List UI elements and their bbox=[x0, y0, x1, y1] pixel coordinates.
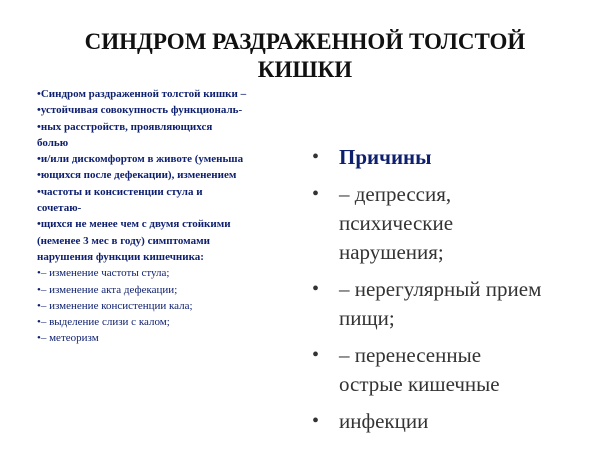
bullet-icon: • bbox=[312, 146, 320, 168]
title-line-2: КИШКИ bbox=[257, 57, 353, 82]
symptom-item: •– изменение консистенции кала; bbox=[37, 299, 193, 312]
symptom-item: •– изменение акта дефекации; bbox=[37, 283, 178, 296]
cause-item bbox=[312, 407, 602, 436]
definition-line: •щихся не менее чем с двумя стойкими bbox=[37, 218, 231, 231]
causes-heading-item bbox=[312, 143, 602, 172]
cause-line: нарушения; bbox=[339, 240, 444, 264]
definition-line: сочетаю- bbox=[37, 202, 82, 215]
symptom-item: •– выделение слизи с калом; bbox=[37, 316, 170, 329]
title-line-1: СИНДРОМ РАЗДРАЖЕННОЙ ТОЛСТОЙ bbox=[84, 29, 526, 54]
bullet-icon: • bbox=[312, 344, 320, 366]
bullet-icon: • bbox=[312, 278, 320, 300]
definition-line: болью bbox=[37, 136, 69, 149]
cause-line: острые кишечные bbox=[339, 372, 500, 396]
definition-line: •ющихся после дефекации), изменением bbox=[37, 169, 237, 182]
definition-line: •Синдром раздраженной толстой кишки – bbox=[37, 88, 247, 100]
definition-line: •и/или дискомфортом в животе (уменьша bbox=[37, 153, 244, 166]
symptom-item: •– метеоризм bbox=[37, 332, 99, 345]
cause-item bbox=[312, 180, 602, 267]
cause-item bbox=[312, 341, 602, 399]
bullet-icon: • bbox=[312, 183, 320, 205]
slide-title bbox=[40, 28, 570, 84]
cause-line: – нерегулярный прием bbox=[339, 277, 542, 301]
causes-list bbox=[312, 143, 602, 444]
definition-line: (неменее 3 мес в году) симптомами bbox=[37, 234, 210, 247]
cause-line: – перенесенные bbox=[339, 343, 482, 367]
causes-heading: Причины bbox=[339, 145, 432, 169]
cause-line: пищи; bbox=[339, 306, 395, 330]
cause-item bbox=[312, 275, 602, 333]
definition-line: нарушения функции кишечника: bbox=[37, 250, 204, 263]
bullet-icon: • bbox=[312, 410, 320, 432]
definition-line: •устойчивая совокупность функциональ- bbox=[37, 104, 243, 117]
cause-line: психические bbox=[339, 211, 454, 235]
symptom-item: •– изменение частоты стула; bbox=[37, 267, 170, 280]
cause-line: инфекции bbox=[339, 409, 429, 433]
definition-text bbox=[37, 86, 299, 347]
definition-line: •частоты и консистенции стула и bbox=[37, 185, 203, 198]
cause-line: – депрессия, bbox=[339, 182, 452, 206]
definition-line: •ных расстройств, проявляющихся bbox=[37, 120, 213, 133]
